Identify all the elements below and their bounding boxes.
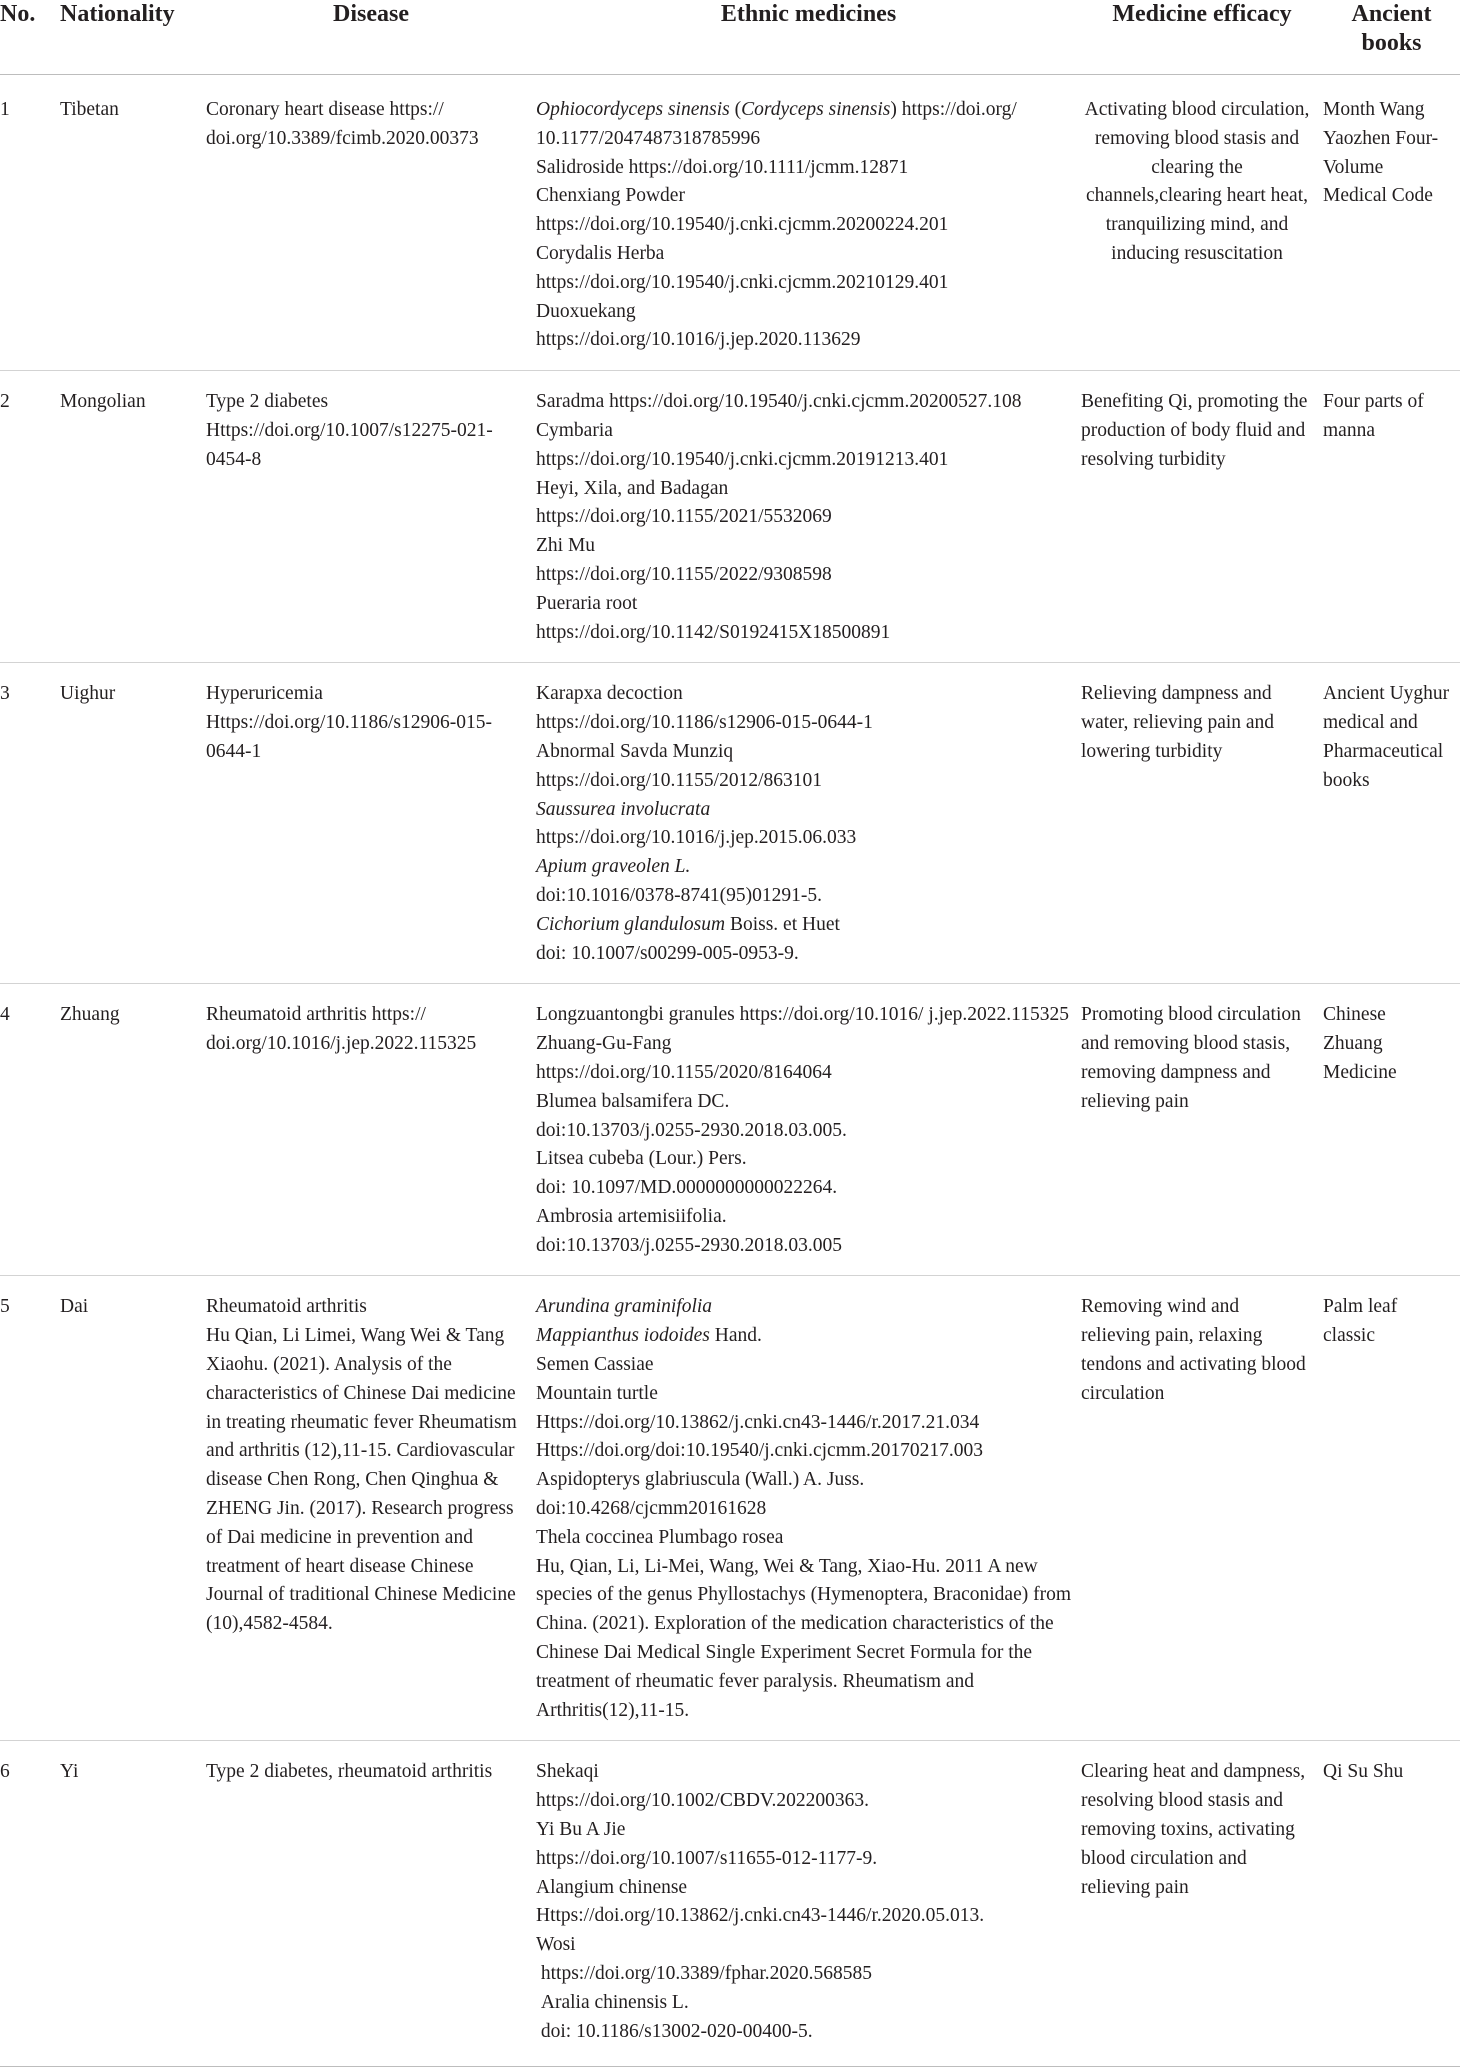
medicine-text: https://doi.org/10.19540/j.cnki.cjcmm.20200224.201 bbox=[536, 214, 949, 236]
medicine-line bbox=[536, 503, 1071, 532]
row-disease bbox=[206, 371, 536, 663]
medicine-text: Duoxuekang bbox=[536, 300, 636, 322]
medicine-text: doi:10.4268/cjcmm20161628 bbox=[536, 1498, 767, 1520]
table-row bbox=[0, 1741, 1460, 2067]
row-nationality-text: Mongolian bbox=[60, 391, 146, 413]
medicine-text: Aspidopterys glabriuscula (Wall.) A. Juss. bbox=[536, 1469, 865, 1491]
medicine-text: Heyi, Xila, and Badagan bbox=[536, 477, 729, 499]
medicine-line bbox=[536, 680, 1071, 709]
medicine-text: Blumea balsamifera DC. bbox=[536, 1090, 730, 1112]
row-disease-text: Type 2 diabetes, rheumatoid arthritis bbox=[206, 1761, 493, 1783]
medicine-line bbox=[536, 911, 1071, 940]
medicine-synonym: Cordyceps sinensis bbox=[741, 99, 891, 120]
medicine-line bbox=[536, 1322, 1071, 1351]
row-nationality-text: Dai bbox=[60, 1296, 89, 1318]
medicine-line bbox=[536, 1874, 1071, 1903]
row-disease bbox=[206, 1741, 536, 2067]
table-header bbox=[0, 0, 1460, 75]
medicine-line bbox=[536, 1960, 1071, 1989]
medicine-line bbox=[536, 709, 1071, 738]
row-medicine-efficacy: Activating blood circulation, removing blood stasis and clearing the channels,clearing heart heat, tranquilizing mind, and inducing resuscitation bbox=[1084, 99, 1310, 264]
row-ethnic-medicines bbox=[536, 371, 1081, 663]
header-medicine-efficacy: Medicine efficacy bbox=[1081, 0, 1323, 75]
row-medicine-efficacy: Promoting blood circulation and removing blood stasis, removing dampness and relieving pain bbox=[1081, 984, 1323, 1276]
row-number bbox=[0, 75, 60, 371]
medicine-line bbox=[536, 2018, 1071, 2047]
medicine-line bbox=[536, 1553, 1076, 1726]
medicine-species-name: Ophiocordyceps sinensis bbox=[536, 99, 730, 120]
medicine-text: https://doi.org/10.1016/j.jep.2020.113629 bbox=[536, 329, 861, 351]
row-number bbox=[0, 1741, 60, 2067]
table-row bbox=[0, 371, 1460, 663]
medicine-line bbox=[536, 1145, 1071, 1174]
medicine-line bbox=[536, 1293, 1071, 1322]
medicine-text: Zhuang-Gu-Fang bbox=[536, 1033, 672, 1055]
row-medicine-efficacy: Benefiting Qi, promoting the production of body fluid and resolving turbidity bbox=[1081, 371, 1323, 663]
medicine-text: Https://doi.org/10.13862/j.cnki.cn43-1446/r.2020.05.013. bbox=[536, 1905, 985, 1927]
row-number-text: 2 bbox=[0, 391, 10, 413]
medicine-line bbox=[536, 1495, 1071, 1524]
row-nationality-text: Zhuang bbox=[60, 1004, 120, 1026]
medicine-line bbox=[536, 738, 1071, 767]
row-disease-text: Type 2 diabetes Https://doi.org/10.1007/s12275-021-0454-8 bbox=[206, 391, 493, 470]
row-disease bbox=[206, 75, 536, 371]
table-row bbox=[0, 75, 1460, 371]
medicine-text: doi: 10.1097/MD.0000000000022264. bbox=[536, 1177, 838, 1199]
row-ethnic-medicines bbox=[536, 75, 1081, 371]
medicine-text: Corydalis Herba bbox=[536, 242, 665, 264]
row-disease-text: Coronary heart disease https:// doi.org/10.3389/fcimb.2020.00373 bbox=[206, 99, 479, 149]
table-row bbox=[0, 663, 1460, 984]
medicine-text: https://doi.org/10.1155/2012/863101 bbox=[536, 769, 823, 791]
medicine-text: Cymbaria bbox=[536, 419, 613, 441]
medicine-line bbox=[536, 326, 1071, 355]
row-disease bbox=[206, 663, 536, 984]
medicine-line bbox=[536, 824, 1071, 853]
row-number-text: 5 bbox=[0, 1296, 10, 1318]
row-nationality-text: Yi bbox=[60, 1761, 79, 1783]
medicine-line bbox=[536, 1845, 1071, 1874]
medicine-text: https://doi.org/10.1186/s12906-015-0644-1 bbox=[536, 712, 873, 734]
medicine-text: Wosi bbox=[536, 1934, 576, 1956]
row-nationality bbox=[60, 75, 206, 371]
medicine-line bbox=[536, 853, 1071, 882]
row-nationality bbox=[60, 1741, 206, 2067]
medicine-text: Longzuantongbi granules https://doi.org/10.1016/ j.jep.2022.115325 bbox=[536, 1004, 1069, 1026]
table-row bbox=[0, 984, 1460, 1276]
medicine-line bbox=[536, 940, 1071, 969]
row-disease bbox=[206, 984, 536, 1276]
medicine-line bbox=[536, 269, 1071, 298]
medicine-text: doi:10.1016/0378-8741(95)01291-5. bbox=[536, 884, 822, 906]
medicine-line bbox=[536, 240, 1071, 269]
medicine-text: https://doi.org/10.3389/fphar.2020.568585 bbox=[536, 1963, 873, 1985]
row-nationality-text: Uighur bbox=[60, 683, 116, 705]
medicine-line bbox=[536, 1380, 1071, 1409]
medicine-text: doi: 10.1186/s13002-020-00400-5. bbox=[536, 2020, 813, 2042]
medicine-text: Shekaqi bbox=[536, 1761, 599, 1783]
medicine-species-name: Arundina graminifolia bbox=[536, 1296, 713, 1318]
medicine-text: Hand. bbox=[709, 1325, 762, 1347]
medicine-line bbox=[536, 446, 1071, 475]
medicine-text: Ambrosia artemisiifolia. bbox=[536, 1205, 727, 1227]
row-number bbox=[0, 984, 60, 1276]
medicine-text: Hu, Qian, Li, Li-Mei, Wang, Wei & Tang, Xiao-Hu. 2011 A new species of the genus Phyllostachys (Hymenoptera, Braconidae) from China. (2021). Exploration of the medication characteristics of the Chinese Dai Medical Single Experiment Secret Formula for the treatment of rheumatic fever paralysis. Rheumatism and Arthritis(12),11-15. bbox=[536, 1555, 1076, 1721]
medicine-text: (Cordyceps sinensis) https://doi.org/ 10.1177/2047487318785996 bbox=[536, 99, 1022, 149]
row-ethnic-medicines bbox=[536, 1741, 1081, 2067]
medicine-line bbox=[536, 1931, 1071, 1960]
medicine-line bbox=[536, 590, 1071, 619]
medicine-line bbox=[536, 1758, 1071, 1787]
medicine-line bbox=[536, 96, 1071, 154]
row-disease-text: Hyperuricemia Https://doi.org/10.1186/s12906-015-0644-1 bbox=[206, 683, 493, 762]
row-nationality bbox=[60, 984, 206, 1276]
medicine-text: Saradma https://doi.org/10.19540/j.cnki.cjcmm.20200527.108 bbox=[536, 391, 1022, 413]
medicine-line bbox=[536, 298, 1071, 327]
medicine-line bbox=[536, 475, 1071, 504]
row-ethnic-medicines bbox=[536, 984, 1081, 1276]
row-ethnic-medicines bbox=[536, 663, 1081, 984]
medicine-line bbox=[536, 1001, 1071, 1030]
header-no: No. bbox=[0, 0, 60, 75]
row-number-text: 1 bbox=[0, 99, 10, 120]
medicine-text: Zhi Mu bbox=[536, 535, 596, 557]
row-number-text: 3 bbox=[0, 683, 10, 705]
medicine-text: Alangium chinense bbox=[536, 1876, 688, 1898]
row-number bbox=[0, 1276, 60, 1741]
medicine-text: Https://doi.org/10.13862/j.cnki.cn43-1446/r.2017.21.034 bbox=[536, 1411, 980, 1433]
row-nationality bbox=[60, 371, 206, 663]
medicine-line bbox=[536, 1466, 1071, 1495]
medicine-line bbox=[536, 561, 1071, 590]
row-ancient-books: Ancient Uyghur medical and Pharmaceutical books bbox=[1323, 663, 1460, 984]
row-ancient-books: Four parts of manna bbox=[1323, 371, 1460, 663]
table-body bbox=[0, 75, 1460, 2067]
table-row bbox=[0, 1276, 1460, 1741]
medicine-text: https://doi.org/10.1016/j.jep.2015.06.033 bbox=[536, 827, 857, 849]
medicine-text: Boiss. et Huet bbox=[725, 913, 840, 935]
row-ancient-books: Palm leaf classic bbox=[1323, 1276, 1460, 1741]
medicine-line bbox=[536, 1989, 1071, 2018]
medicine-line bbox=[536, 211, 1071, 240]
row-disease bbox=[206, 1276, 536, 1741]
header-disease: Disease bbox=[206, 0, 536, 75]
header-ancient-books: Ancient books bbox=[1323, 0, 1460, 75]
medicine-line bbox=[536, 882, 1071, 911]
medicine-text: Thela coccinea Plumbago rosea bbox=[536, 1526, 784, 1548]
medicine-text: Aralia chinensis L. bbox=[536, 1991, 689, 2013]
medicine-line bbox=[536, 1174, 1071, 1203]
medicine-text: https://doi.org/10.1155/2020/8164064 bbox=[536, 1061, 832, 1083]
medicine-text: doi:10.13703/j.0255-2930.2018.03.005 bbox=[536, 1234, 843, 1256]
medicine-line bbox=[536, 1787, 1071, 1816]
medicine-text: Litsea cubeba (Lour.) Pers. bbox=[536, 1148, 747, 1170]
row-disease-text: Hu Qian, Li Limei, Wang Wei & Tang Xiaohu. (2021). Analysis of the characteristics of Chinese Dai medicine in treating rheumatic fever Rheumatism and arthritis (12),11-15. Cardiovascular disease Chen Rong, Chen Qinghua & ZHENG Jin. (2017). Research progress of Dai medicine in prevention and treatment of heart disease Chinese Journal of traditional Chinese Medicine (10),4582-4584. bbox=[206, 1325, 522, 1635]
row-nationality-text: Tibetan bbox=[60, 99, 119, 120]
medicine-text: doi:10.13703/j.0255-2930.2018.03.005. bbox=[536, 1119, 847, 1141]
medicine-species-name: Saussurea involucrata bbox=[536, 798, 711, 820]
row-disease-text: Rheumatoid arthritis bbox=[206, 1296, 367, 1318]
medicine-line bbox=[536, 796, 1071, 825]
row-number-text: 6 bbox=[0, 1761, 10, 1783]
medicine-text: https://doi.org/10.19540/j.cnki.cjcmm.20210129.401 bbox=[536, 271, 949, 293]
medicine-line bbox=[536, 1117, 1071, 1146]
row-number-text: 4 bbox=[0, 1004, 10, 1026]
medicine-line bbox=[536, 417, 1071, 446]
row-disease-text: Rheumatoid arthritis https:// doi.org/10.1016/j.jep.2022.115325 bbox=[206, 1004, 477, 1055]
medicine-text: Mountain turtle bbox=[536, 1382, 658, 1404]
row-ancient-books: Month Wang Yaozhen Four-Volume Medical Code bbox=[1323, 99, 1439, 207]
medicine-text: doi: 10.1007/s00299-005-0953-9. bbox=[536, 942, 799, 964]
medicine-line bbox=[536, 1816, 1071, 1845]
medicine-line bbox=[536, 1351, 1071, 1380]
header-nationality: Nationality bbox=[60, 0, 206, 75]
medicine-line bbox=[536, 182, 1071, 211]
row-number bbox=[0, 371, 60, 663]
medicine-line bbox=[536, 1030, 1071, 1059]
medicine-text: https://doi.org/10.19540/j.cnki.cjcmm.20191213.401 bbox=[536, 448, 949, 470]
row-medicine-efficacy: Relieving dampness and water, relieving pain and lowering turbidity bbox=[1081, 663, 1323, 984]
medicine-line bbox=[536, 388, 1071, 417]
row-ancient-books: Qi Su Shu bbox=[1323, 1741, 1460, 2067]
medicine-text: Chenxiang Powder bbox=[536, 185, 685, 207]
medicine-line bbox=[536, 154, 1071, 183]
row-medicine-efficacy: Clearing heat and dampness, resolving blood stasis and removing toxins, activating blood circulation and relieving pain bbox=[1081, 1741, 1323, 2067]
row-number bbox=[0, 663, 60, 984]
medicine-line bbox=[536, 619, 1071, 648]
medicine-line bbox=[536, 767, 1071, 796]
medicine-text: Abnormal Savda Munziq bbox=[536, 740, 734, 762]
medicine-text: Karapxa decoction bbox=[536, 683, 683, 705]
medicine-species-name: Cichorium glandulosum bbox=[536, 913, 726, 935]
medicine-text: Salidroside https://doi.org/10.1111/jcmm.12871 bbox=[536, 156, 909, 178]
medicine-line bbox=[536, 1437, 1071, 1466]
medicine-line bbox=[536, 532, 1071, 561]
medicine-line bbox=[536, 1524, 1071, 1553]
medicine-species-name: Mappianthus iodoides bbox=[536, 1325, 710, 1347]
medicine-line bbox=[536, 1409, 1071, 1438]
medicine-text: Yi Bu A Jie bbox=[536, 1819, 626, 1841]
medicine-line bbox=[536, 1059, 1071, 1088]
medicine-line bbox=[536, 1902, 1071, 1931]
medicine-text: https://doi.org/10.1142/S0192415X18500891 bbox=[536, 621, 891, 643]
medicine-text: https://doi.org/10.1007/s11655-012-1177-9. bbox=[536, 1847, 878, 1869]
medicine-text: https://doi.org/10.1002/CBDV.202200363. bbox=[536, 1790, 869, 1812]
medicine-text: Pueraria root bbox=[536, 592, 638, 614]
medicine-text: https://doi.org/10.1155/2022/9308598 bbox=[536, 563, 832, 585]
row-nationality bbox=[60, 1276, 206, 1741]
medicine-line bbox=[536, 1232, 1071, 1261]
row-ancient-books: Chinese Zhuang Medicine bbox=[1323, 984, 1460, 1276]
header-ethnic-medicines: Ethnic medicines bbox=[536, 0, 1081, 75]
medicine-text: Semen Cassiae bbox=[536, 1354, 654, 1376]
medicine-line bbox=[536, 1203, 1071, 1232]
row-nationality bbox=[60, 663, 206, 984]
row-medicine-efficacy: Removing wind and relieving pain, relaxing tendons and activating blood circulation bbox=[1081, 1276, 1323, 1741]
medicine-text: Https://doi.org/doi:10.19540/j.cnki.cjcmm.20170217.003 bbox=[536, 1440, 984, 1462]
medicine-text: https://doi.org/10.1155/2021/5532069 bbox=[536, 506, 832, 528]
medicine-line bbox=[536, 1088, 1071, 1117]
row-ethnic-medicines bbox=[536, 1276, 1081, 1741]
medicine-species-name: Apium graveolen L. bbox=[536, 856, 691, 878]
